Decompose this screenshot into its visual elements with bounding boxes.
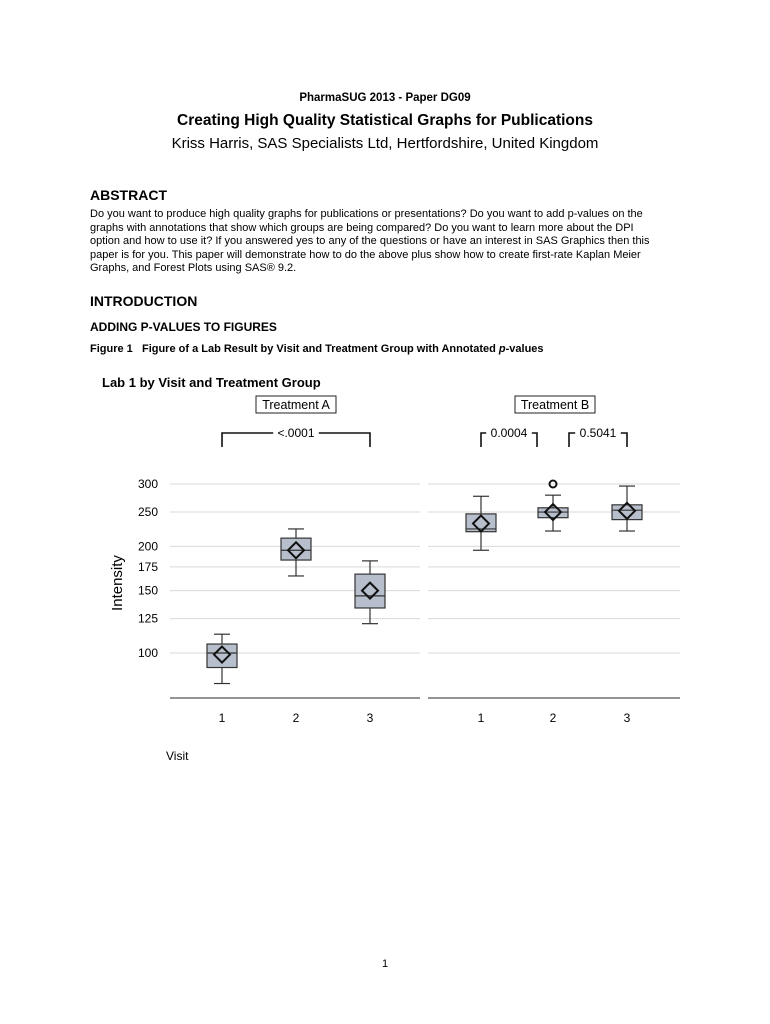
x-tick-label: 2 (549, 711, 557, 725)
x-tick-label: 3 (366, 711, 374, 725)
p-value-label: 0.5041 (579, 426, 617, 440)
introduction-heading: INTRODUCTION (90, 293, 198, 309)
abstract-heading: ABSTRACT (90, 187, 167, 203)
y-tick-label: 100 (137, 646, 158, 660)
y-tick-label: 150 (137, 583, 158, 598)
abstract-line: option and how to use it? If you answered yes to any of the questions or have an interest in SAS Graphics then this (90, 235, 650, 247)
y-tick-label: 175 (137, 559, 158, 574)
x-tick-label: 1 (477, 711, 485, 725)
chart-title: Lab 1 by Visit and Treatment Group (102, 375, 321, 390)
box (538, 508, 568, 518)
figure-caption-italic: p (498, 343, 506, 355)
y-axis-label: Intensity (109, 555, 126, 611)
figure-caption-text: Figure of a Lab Result by Visit and Treatment Group with Annotated (141, 343, 499, 355)
abstract-line: paper is for you. This paper will demonstrate how to do the above plus show how to create first-rate Kaplan Meier (90, 248, 641, 261)
section-subheading: ADDING P-VALUES TO FIGURES (90, 320, 277, 334)
y-tick-label: 200 (137, 539, 158, 554)
paper-title: Creating High Quality Statistical Graphs for Publications (177, 112, 593, 129)
abstract-line: Do you want to produce high quality graphs for publications or presentations? Do you want to add p-values on the (90, 208, 643, 220)
y-tick-label: 250 (137, 505, 158, 520)
abstract-line: Graphs, and Forest Plots using SAS® 9.2. (90, 262, 297, 274)
box (355, 574, 385, 608)
x-tick-label: 1 (218, 711, 226, 725)
page-number: 1 (381, 958, 389, 970)
panel-header-label: Treatment B (520, 398, 590, 412)
y-tick-label: 125 (137, 611, 158, 626)
p-value-label: 0.0004 (490, 426, 528, 440)
p-value-label: <.0001 (277, 426, 315, 440)
y-tick-label: 300 (137, 477, 158, 491)
figure-caption-suffix: -values (505, 343, 544, 355)
conference-line: PharmaSUG 2013 - Paper DG09 (299, 92, 471, 104)
abstract-line: graphs with annotations that show which groups are being compared? Do you want to learn more about the DPI (90, 221, 634, 234)
author-line: Kriss Harris, SAS Specialists Ltd, Hertfordshire, United Kingdom (171, 135, 599, 152)
x-axis-label: Visit (166, 749, 189, 763)
panel-header-label: Treatment A (262, 398, 330, 412)
box (612, 505, 642, 520)
figure-label: Figure 1 (90, 343, 133, 355)
x-tick-label: 3 (623, 711, 631, 725)
x-tick-label: 2 (292, 711, 300, 725)
